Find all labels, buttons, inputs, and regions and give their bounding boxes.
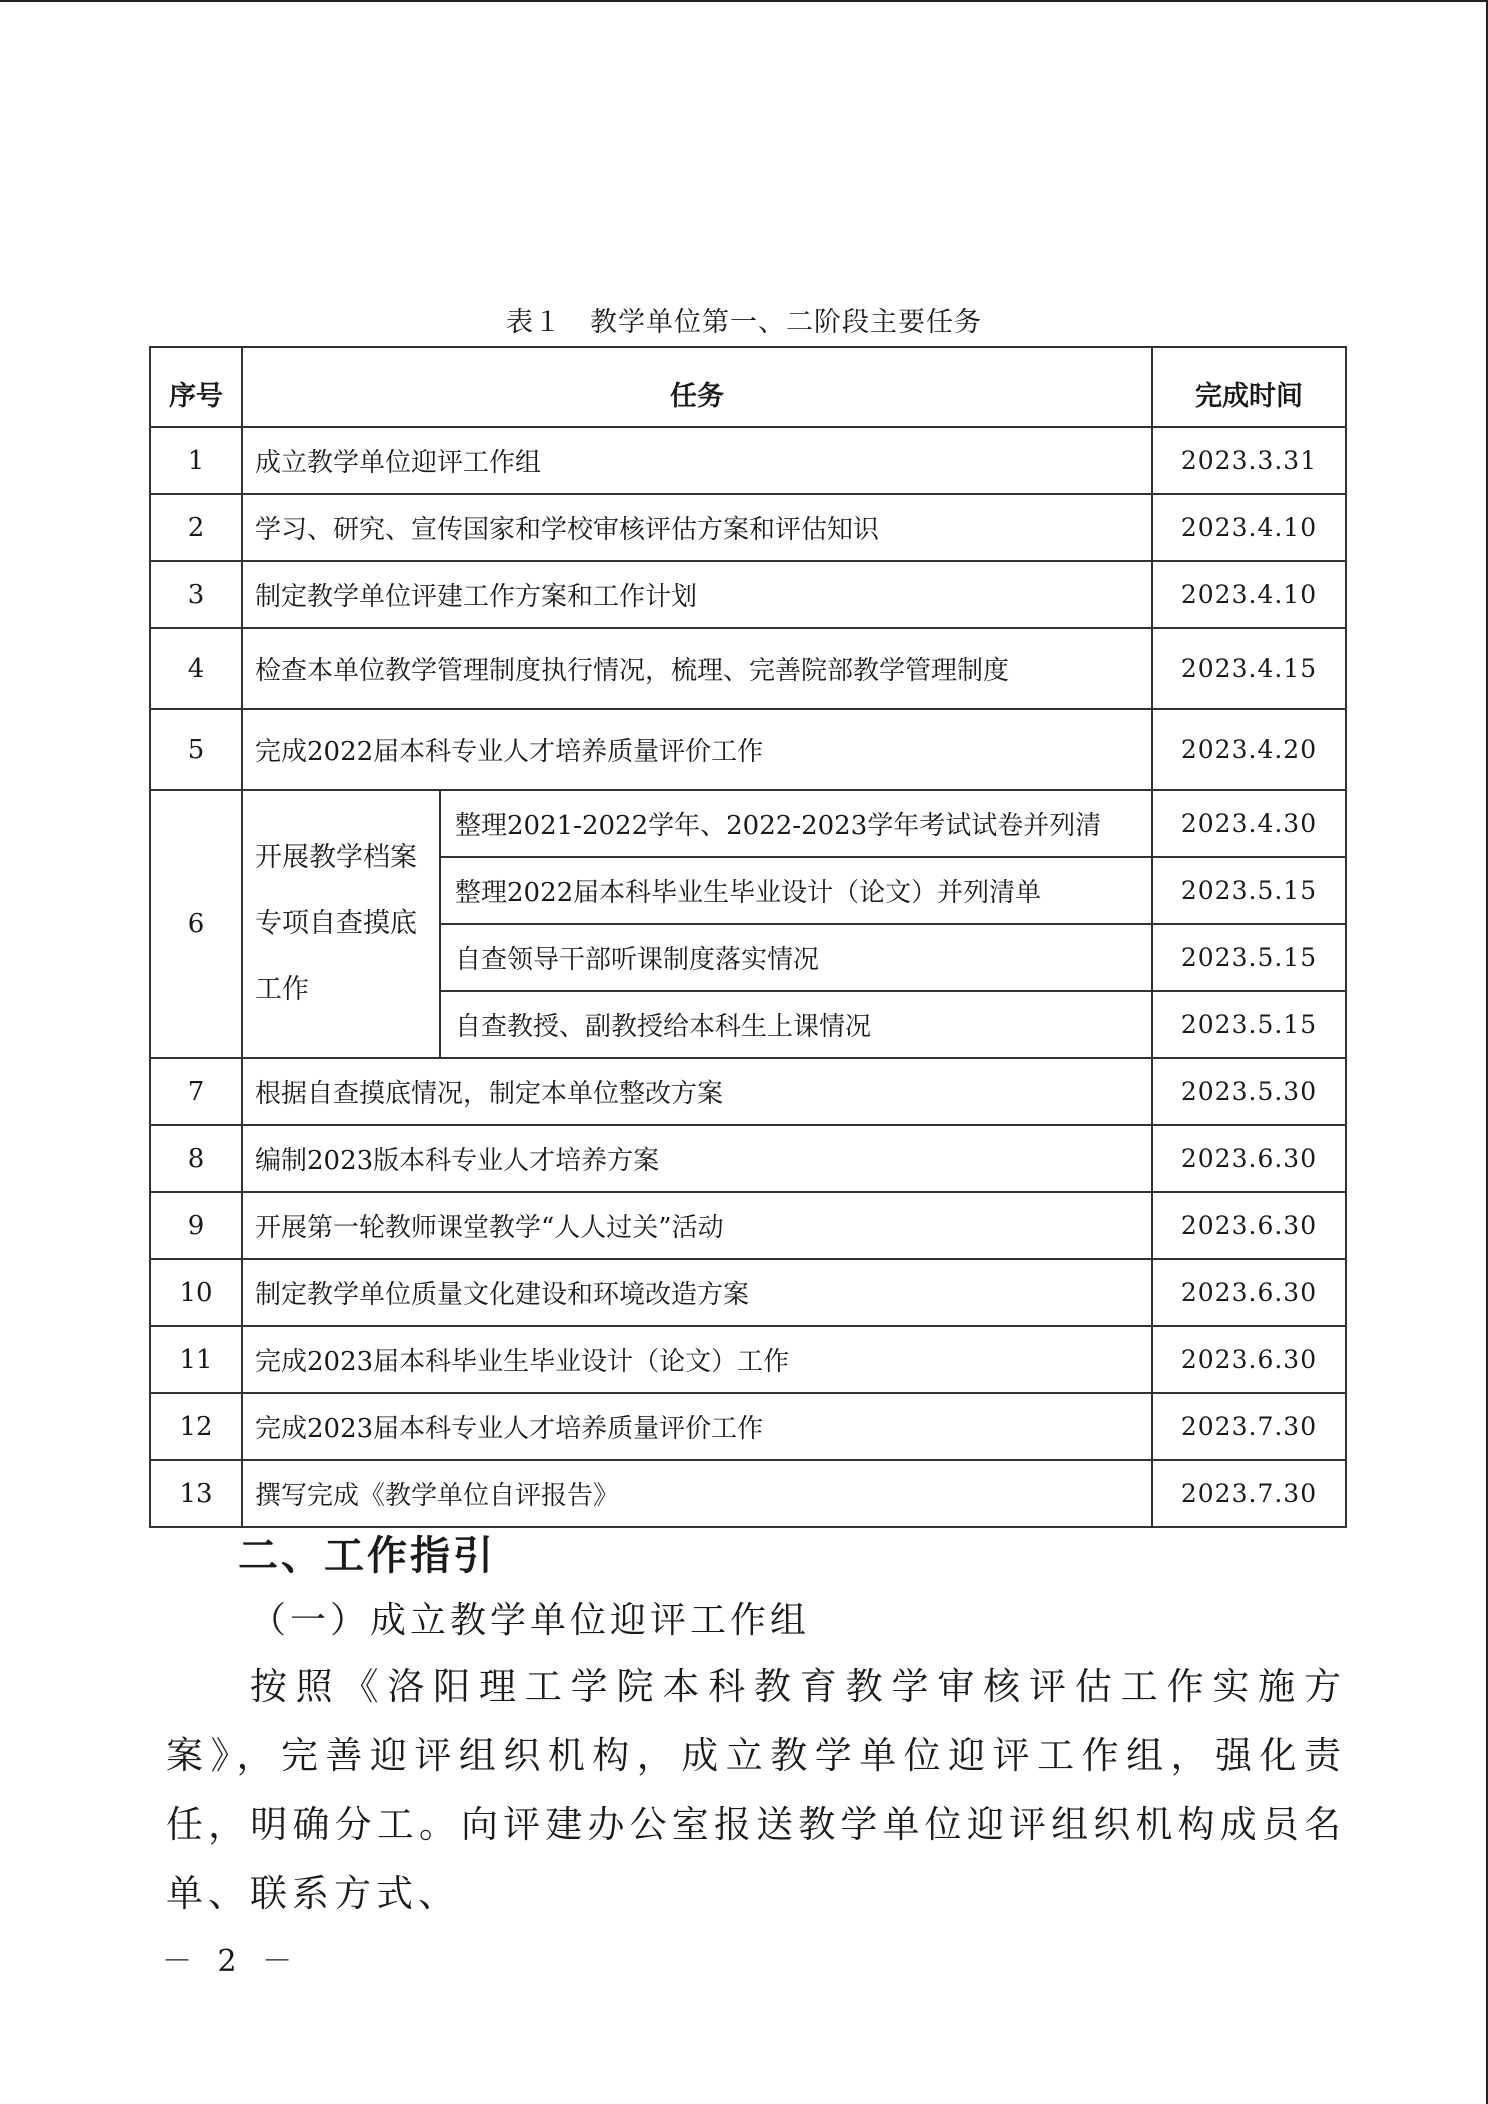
row-number: 9: [150, 1192, 242, 1259]
table-caption: 表１ 教学单位第一、二阶段主要任务: [506, 307, 982, 338]
page-top-edge: [0, 0, 1488, 2]
table-row: [150, 1192, 1346, 1259]
row-task: 编制2023版本科专业人才培养方案: [242, 1125, 1152, 1192]
header-no: 序号: [150, 347, 242, 427]
table-row: [150, 1259, 1346, 1326]
row-task: 开展第一轮教师课堂教学“人人过关”活动: [242, 1192, 1152, 1259]
page-number: － 2 －: [162, 1944, 301, 1979]
table-row: [150, 1393, 1346, 1460]
table-header-row: [150, 347, 1346, 427]
group-label-line: 专项自查摸底: [255, 908, 417, 939]
row-task: 完成2023届本科毕业生毕业设计（论文）工作: [242, 1326, 1152, 1393]
group-item-date: 2023.5.15: [1152, 924, 1346, 991]
group-label: [242, 790, 440, 1058]
row-number: 12: [150, 1393, 242, 1460]
row-task: 制定教学单位质量文化建设和环境改造方案: [242, 1259, 1152, 1326]
row-number: 2: [150, 494, 242, 561]
row-number: 5: [150, 709, 242, 790]
table-row: [150, 1058, 1346, 1125]
row-date: 2023.4.20: [1152, 709, 1346, 790]
row-date: 2023.4.10: [1152, 561, 1346, 628]
body-paragraph-text: 按照《洛阳理工学院本科教育教学审核评估工作实施方案》，完善迎评组织机构，成立教学单位迎评工作组，强化责任，明确分工。向评建办公室报送教学单位迎评组织机构成员名单、联系方式、: [166, 1665, 1346, 1915]
group-label-line: 开展教学档案: [255, 842, 417, 873]
table-row: [150, 494, 1346, 561]
group-item-task: 整理2021-2022学年、2022-2023学年考试试卷并列清: [440, 790, 1152, 857]
row-task: 完成2022届本科专业人才培养质量评价工作: [242, 709, 1152, 790]
row-date: 2023.6.30: [1152, 1326, 1346, 1393]
row-date: 2023.7.30: [1152, 1460, 1346, 1527]
row-date: 2023.4.15: [1152, 628, 1346, 709]
group-item-task: 自查教授、副教授给本科生上课情况: [440, 991, 1152, 1058]
row-task: 学习、研究、宣传国家和学校审核评估方案和评估知识: [242, 494, 1152, 561]
row-number: 3: [150, 561, 242, 628]
table-row: [150, 1125, 1346, 1192]
row-task: 完成2023届本科专业人才培养质量评价工作: [242, 1393, 1152, 1460]
table-row: [150, 628, 1346, 709]
row-number: 7: [150, 1058, 242, 1125]
row-date: 2023.6.30: [1152, 1125, 1346, 1192]
group-item-date: 2023.5.15: [1152, 991, 1346, 1058]
group-item-task: 整理2022届本科毕业生毕业设计（论文）并列清单: [440, 857, 1152, 924]
row-task: 根据自查摸底情况，制定本单位整改方案: [242, 1058, 1152, 1125]
table-row: [150, 1460, 1346, 1527]
row-task: 成立教学单位迎评工作组: [242, 427, 1152, 494]
row-number: 1: [150, 427, 242, 494]
row-date: 2023.4.10: [1152, 494, 1346, 561]
row-date: 2023.7.30: [1152, 1393, 1346, 1460]
row-number: 13: [150, 1460, 242, 1527]
group-item-date: 2023.5.15: [1152, 857, 1346, 924]
header-task: 任务: [242, 347, 1152, 427]
row-number: 4: [150, 628, 242, 709]
row-date: 2023.6.30: [1152, 1259, 1346, 1326]
table-row: [150, 561, 1346, 628]
row-date: 2023.3.31: [1152, 427, 1346, 494]
table-row-group-item: [150, 790, 1346, 857]
table-row: [150, 427, 1346, 494]
row-number: 11: [150, 1326, 242, 1393]
row-number: 8: [150, 1125, 242, 1192]
row-number: 10: [150, 1259, 242, 1326]
row-date: 2023.6.30: [1152, 1192, 1346, 1259]
task-table: [149, 346, 1347, 1528]
header-date: 完成时间: [1152, 347, 1346, 427]
row-task: 制定教学单位评建工作方案和工作计划: [242, 561, 1152, 628]
row-number: 6: [150, 790, 242, 1058]
subsection-heading: （一）成立教学单位迎评工作组: [250, 1600, 811, 1641]
table-row: [150, 709, 1346, 790]
section-heading: 二、工作指引: [238, 1533, 496, 1579]
group-label-line: 工作: [255, 974, 309, 1005]
body-paragraph: [166, 1652, 1346, 1928]
table-row: [150, 1326, 1346, 1393]
row-task: 检查本单位教学管理制度执行情况，梳理、完善院部教学管理制度: [242, 628, 1152, 709]
group-item-date: 2023.4.30: [1152, 790, 1346, 857]
group-item-task: 自查领导干部听课制度落实情况: [440, 924, 1152, 991]
row-task: 撰写完成《教学单位自评报告》: [242, 1460, 1152, 1527]
row-date: 2023.5.30: [1152, 1058, 1346, 1125]
